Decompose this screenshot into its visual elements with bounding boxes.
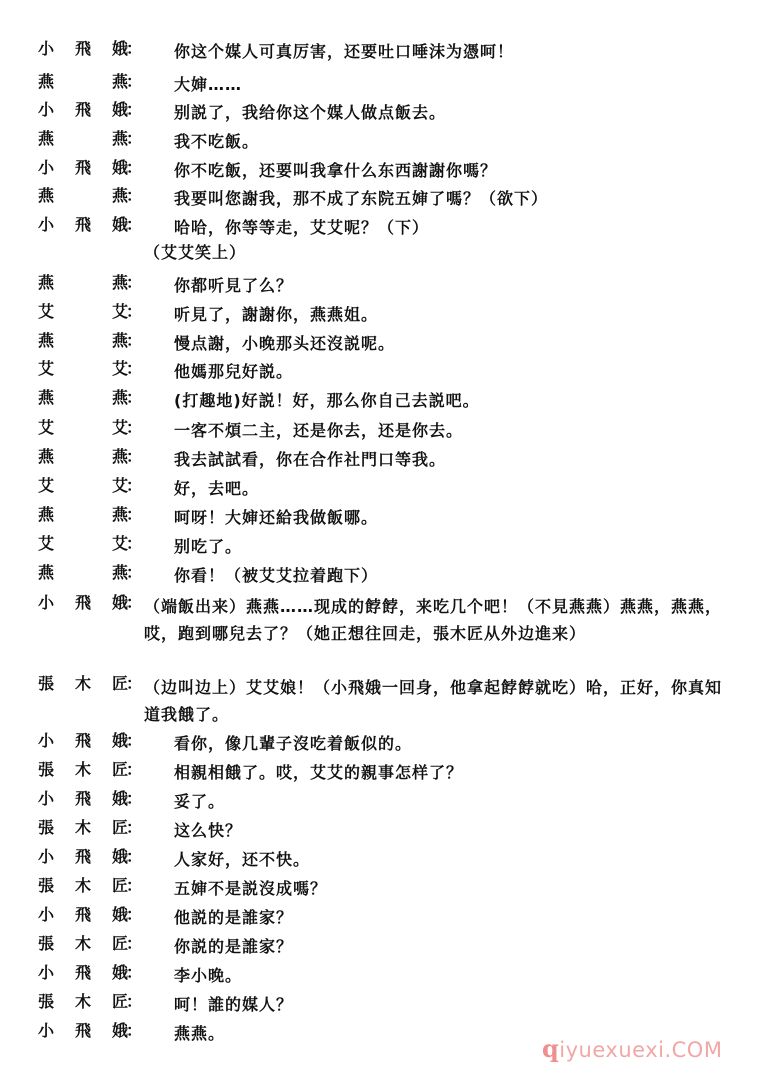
speaker-name: 艾 艾 ： [38, 302, 143, 321]
dialogue-text: 李小晚。 [174, 966, 243, 985]
dialogue-text: 五婶不是説沒成嗎？ [174, 879, 328, 898]
speaker-name: 小 飛 娥 ： [38, 215, 143, 234]
dialogue-text: 这么快？ [174, 821, 243, 840]
speaker-name: 小 飛 娥 ： [38, 593, 143, 612]
speaker-name: 燕 燕 ： [38, 388, 143, 407]
speaker-name: 艾 艾 ： [38, 476, 143, 495]
dialogue-text: 你都听見了么？ [174, 276, 294, 295]
dialogue-text: 好，去吧。 [174, 479, 260, 498]
dialogue-text: 呵呀！大婶还給我做飯哪。 [174, 508, 379, 527]
speaker-name: 燕 燕 ： [38, 186, 143, 205]
speaker-name: 燕 燕 ： [38, 273, 143, 292]
speaker-name: 張 木 匠 ： [38, 876, 143, 895]
speaker-name: 燕 燕 ： [38, 129, 143, 148]
dialogue-text: 相親相餓了。哎，艾艾的親事怎样了？ [174, 763, 464, 782]
speaker-name: 艾 艾 ： [38, 534, 143, 553]
speaker-name: 張 木 匠 ： [38, 674, 143, 693]
speaker-name: 艾 艾 ： [38, 359, 143, 378]
dialogue-text: 你这个媒人可真厉害，还要吐口唾沫为憑呵！ [174, 42, 515, 61]
speaker-name: 小 飛 娥 ： [38, 100, 143, 119]
speaker-name: 燕 燕 ： [38, 563, 143, 582]
dialogue-text: 听見了，謝謝你，燕燕姐。 [174, 305, 379, 324]
dialogue-text: 他説的是誰家？ [174, 908, 294, 927]
speaker-name: 小 飛 娥 ： [38, 905, 143, 924]
speaker-name: 燕 燕 ： [38, 505, 143, 524]
speaker-name: 小 飛 娥 ： [38, 39, 143, 58]
speaker-name: 張 木 匠 ： [38, 992, 143, 1011]
dialogue-text: 别説了，我给你这个媒人做点飯去。 [174, 103, 447, 122]
dialogue-text: 你不吃飯，还要叫我拿什么东西謝謝你嗎？ [174, 161, 498, 180]
dialogue-text: 你説的是誰家？ [174, 937, 294, 956]
dialogue-text: 哈哈，你等等走，艾艾呢？（下） [174, 218, 430, 237]
dialogue-text: 大婶…… [174, 75, 243, 94]
speaker-name: 燕 燕 ： [38, 331, 143, 350]
speaker-name: 小 飛 娥 ： [38, 963, 143, 982]
dialogue-text: 人家好，还不快。 [174, 850, 311, 869]
stage-direction: （艾艾笑上） [144, 243, 247, 262]
dialogue-text: 看你，像几輩子沒吃着飯似的。 [174, 734, 413, 753]
dialogue-text: (打趣地)好説！好，那么你自己去説吧。 [174, 391, 480, 410]
speaker-name: 小 飛 娥 ： [38, 158, 143, 177]
dialogue-text: 你看！（被艾艾拉着跑下） [174, 566, 379, 585]
speaker-name: 小 飛 娥 ： [38, 1021, 143, 1040]
dialogue-text: 我不吃飯。 [174, 132, 260, 151]
speaker-name: 燕 燕 ： [38, 447, 143, 466]
site-watermark [542, 1034, 722, 1063]
dialogue-text: 他媽那兒好説。 [174, 362, 294, 381]
speaker-name: 小 飛 娥 ： [38, 847, 143, 866]
dialogue-text: 燕燕。 [174, 1024, 226, 1043]
speaker-name: 張 木 匠 ： [38, 934, 143, 953]
speaker-name: 張 木 匠 ： [38, 760, 143, 779]
speaker-name: 張 木 匠 ： [38, 818, 143, 837]
speaker-name: 艾 艾 ： [38, 418, 143, 437]
dialogue-text: 呵！誰的媒人？ [174, 995, 294, 1014]
dialogue-text: 我去試試看，你在合作社門口等我。 [174, 450, 447, 469]
speaker-name: 小 飛 娥 ： [38, 731, 143, 750]
dialogue-text: 一客不煩二主，还是你去，还是你去。 [174, 421, 464, 440]
dialogue-text: 妥了。 [174, 792, 226, 811]
dialogue-text: （端飯出来）燕燕……现成的餑餑，来吃几个吧！（不見燕燕）燕燕，燕燕，哎，跑到哪兒去了？（她正想往回走，張木匠从外边進来） [144, 597, 723, 643]
dialogue-text: 慢点謝，小晚那头还沒説呢。 [174, 334, 396, 353]
dialogue-text: 别吃了。 [174, 537, 243, 556]
dialogue-text: 我要叫您謝我，那不成了东院五婶了嗎？（欲下） [174, 189, 549, 208]
speaker-name: 小 飛 娥 ： [38, 789, 143, 808]
watermark-text: iyuexuexi.COM [559, 1038, 723, 1062]
dialogue-text: （边叫边上）艾艾娘！（小飛娥一回身，他拿起餑餑就吃）哈，正好，你真知道我餓了。 [144, 678, 723, 724]
watermark-logo-letter: q [542, 1034, 560, 1063]
speaker-name: 燕 燕 ： [38, 72, 143, 91]
